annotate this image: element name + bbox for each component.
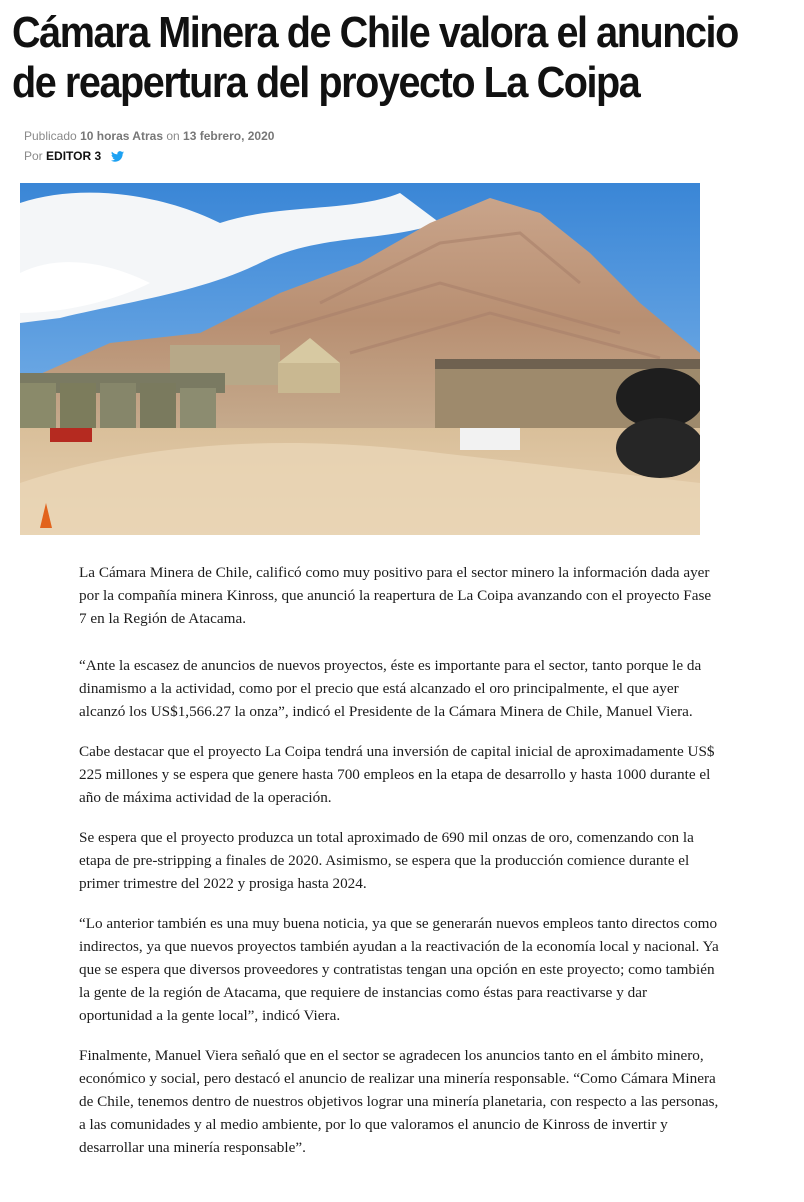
silos bbox=[20, 383, 216, 431]
twitter-icon[interactable] bbox=[111, 148, 124, 168]
publish-date: 13 febrero, 2020 bbox=[183, 129, 275, 143]
headline-line-2: de reapertura del proyecto La Coipa bbox=[12, 58, 640, 107]
article-meta bbox=[24, 126, 274, 168]
relative-time: 10 horas Atras bbox=[80, 129, 163, 143]
article-paragraph: Cabe destacar que el proyecto La Coipa tendrá una inversión de capital inicial de aproximadamente US$ 225 millones y se espera que genere hasta 700 empleos en la etapa de desarrollo y hasta 1000 durante el año de máxima actividad de la operación. bbox=[79, 743, 715, 806]
article-paragraph: Se espera que el proyecto produzca un total aproximado de 690 mil onzas de oro, comenzando con la etapa de pre-stripping a finales de 2020. Asimismo, se espera que la producción comience durante el primer trimestre del 2022 y prosiga hasta 2024. bbox=[79, 829, 694, 892]
byline bbox=[24, 146, 274, 168]
article-paragraph: Finalmente, Manuel Viera señaló que en el sector se agradecen los anuncios tanto en el ámbito minero, económico y social, pero destacó el anuncio de realizar una minería responsable. “Como Cámara Minera de Chile, tenemos dentro de nuestros objetivos lograr una minería planetaria, con respecto a las personas, a las comunidades y al medio ambiente, por lo que valoramos el anuncio de Kinross de invertir y desarrollar una minería responsable”. bbox=[79, 1047, 719, 1156]
published-label: Publicado bbox=[24, 129, 77, 143]
publish-info bbox=[24, 126, 274, 146]
on-label: on bbox=[166, 129, 180, 143]
article-paragraph: “Lo anterior también es una muy buena noticia, ya que se generarán nuevos empleos tanto directos como indirectos, ya que nuevos proyectos también ayudan a la reactivación de la economía local y nacional. Ya que se espera que diversos proveedores y contratistas tengan una opción en este proyecto; como también la gente de la región de Atacama, que requiere de instancias como éstas para reactivarse y dar oportunidad a la gente local”, indicó Viera. bbox=[79, 915, 719, 1024]
author-link[interactable]: EDITOR 3 bbox=[46, 149, 102, 163]
headline-line-1: Cámara Minera de Chile valora el anuncio bbox=[12, 8, 738, 57]
article-paragraph: La Cámara Minera de Chile, calificó como muy positivo para el sector minero la información dada ayer por la compañía minera Kinross, que anunció la reapertura de La Coipa avanzando con el proyecto Fase 7 en la Región de Atacama. bbox=[79, 564, 712, 627]
article-paragraph: “Ante la escasez de anuncios de nuevos proyectos, éste es importante para el sector, tanto porque le da dinamismo a la actividad, como por el precio que está alcanzado el oro principalmente, el que ayer alcanzó los US$1,566.27 la onza”, indicó el Presidente de la Cámara Minera de Chile, Manuel Viera. bbox=[79, 657, 702, 720]
article-body bbox=[79, 561, 719, 1176]
by-label: Por bbox=[24, 149, 43, 163]
article-headline bbox=[12, 8, 738, 108]
article-photo bbox=[20, 183, 700, 535]
